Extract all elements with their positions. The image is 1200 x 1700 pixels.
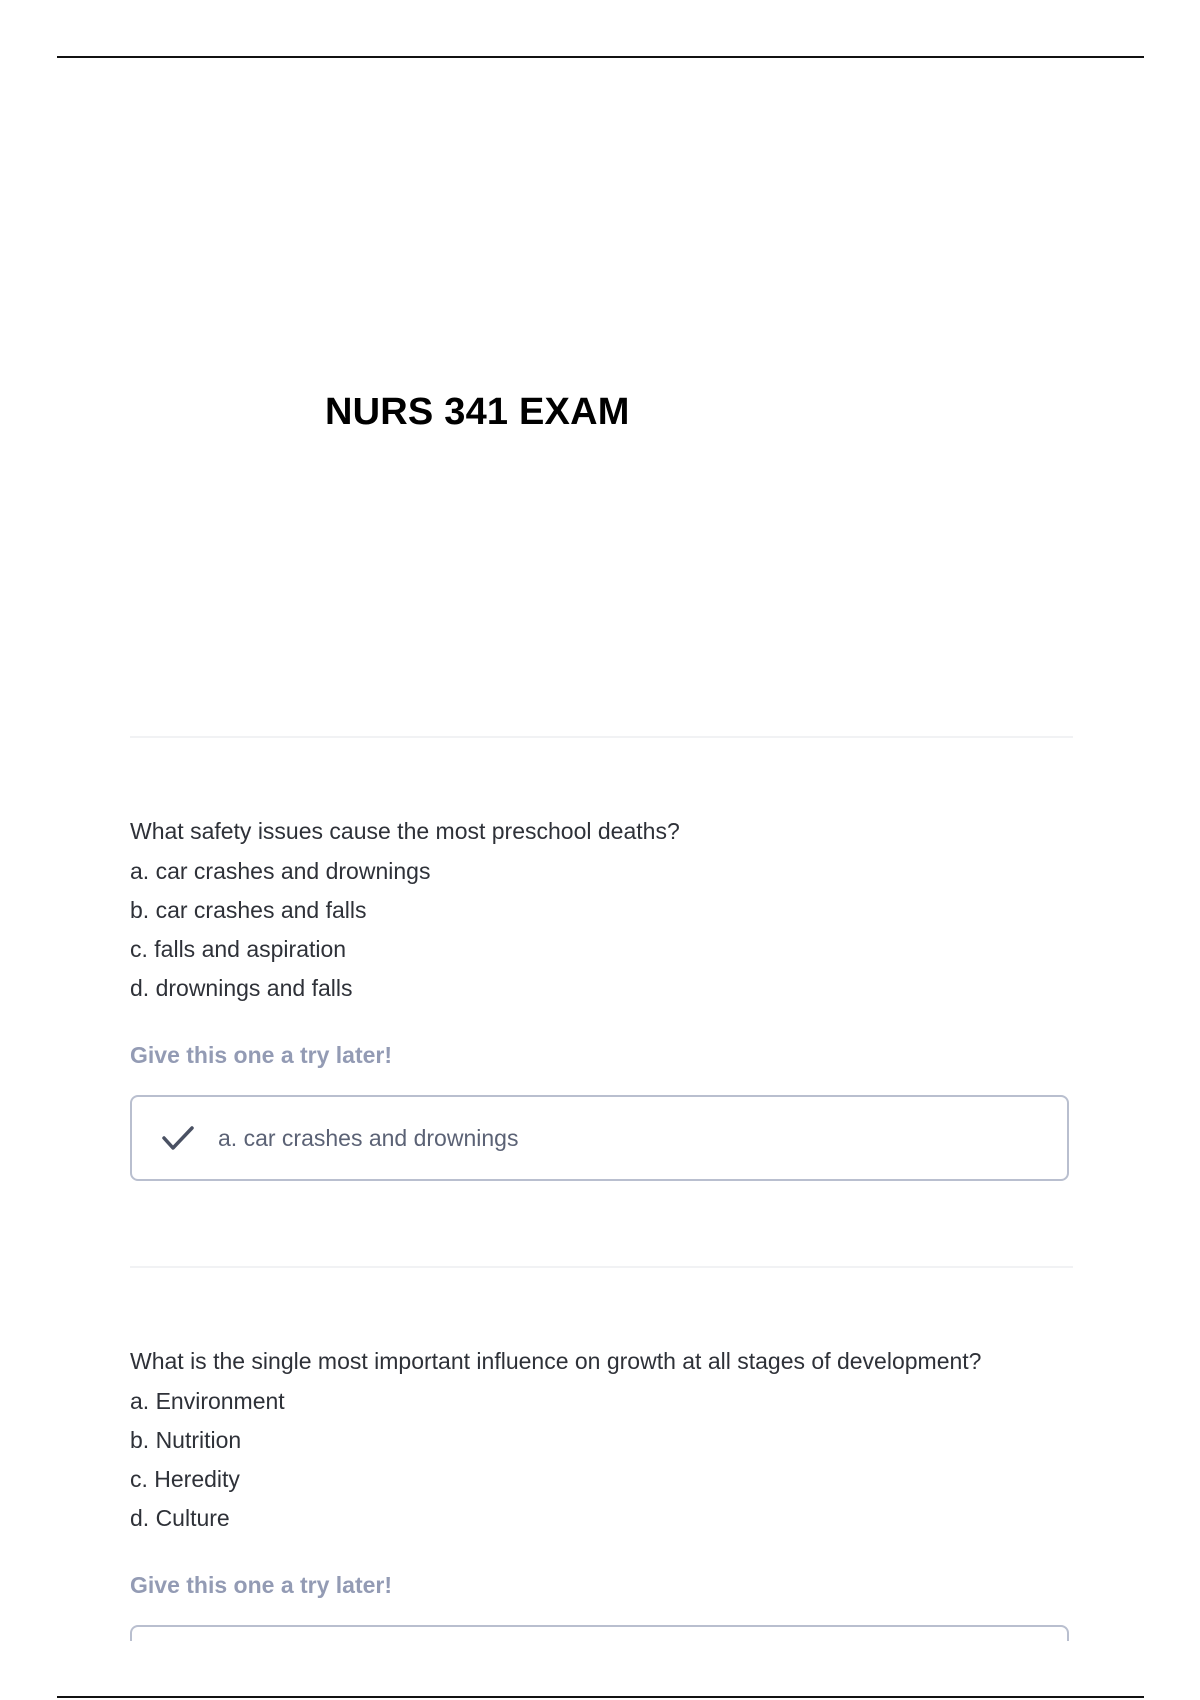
- question-text: What safety issues cause the most preschool deaths?: [130, 818, 680, 844]
- page-bottom-rule: [57, 1696, 1144, 1698]
- answer-box[interactable]: [130, 1625, 1069, 1641]
- section-divider: [130, 736, 1073, 738]
- try-later-hint: Give this one a try later!: [130, 1572, 393, 1598]
- option-b: b. car crashes and falls: [130, 897, 367, 923]
- options-list: [130, 856, 1090, 1012]
- option-c: c. Heredity: [130, 1466, 240, 1492]
- answer-box[interactable]: [130, 1095, 1069, 1181]
- option-c: c. falls and aspiration: [130, 936, 347, 962]
- option-b: b. Nutrition: [130, 1427, 242, 1453]
- section-divider: [130, 1266, 1073, 1268]
- question-text: What is the single most important influence on growth at all stages of development?: [130, 1348, 982, 1374]
- option-a: a. Environment: [130, 1388, 285, 1414]
- option-d: d. Culture: [130, 1505, 230, 1531]
- question-card-1: [130, 816, 1090, 1181]
- option-a: a. car crashes and drownings: [130, 858, 431, 884]
- option-d: d. drownings and falls: [130, 975, 353, 1001]
- try-later-hint: Give this one a try later!: [130, 1042, 393, 1068]
- check-icon: [158, 1118, 198, 1158]
- options-list: [130, 1386, 1090, 1542]
- document-title: NURS 341 EXAM: [325, 391, 630, 433]
- page-top-rule: [57, 56, 1144, 58]
- question-card-2: [130, 1346, 1090, 1641]
- answer-text: a. car crashes and drownings: [218, 1125, 519, 1151]
